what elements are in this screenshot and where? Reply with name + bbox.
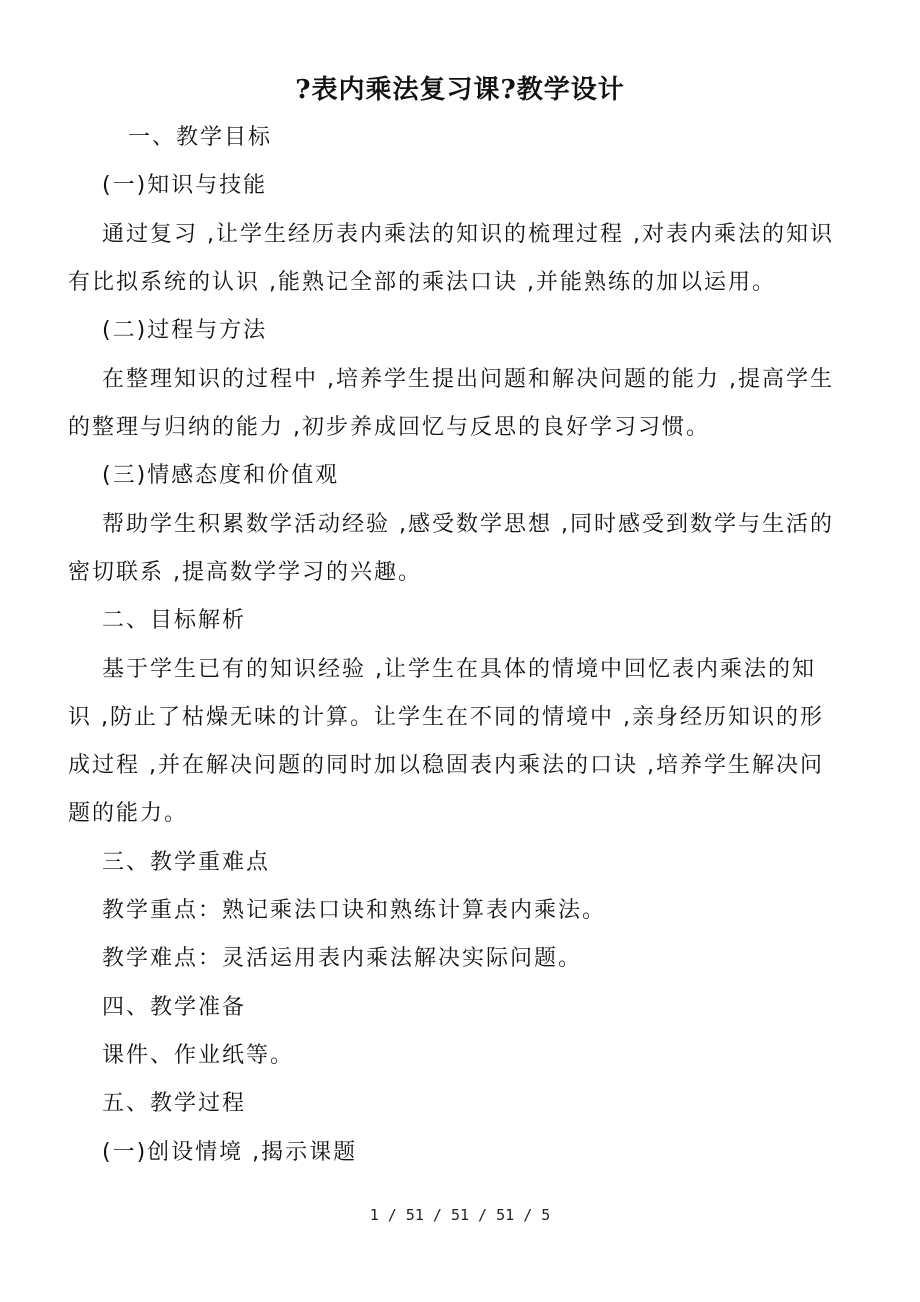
section-heading-5: 五、教学过程 [102, 1091, 247, 1116]
paragraph-line: 识 ,防止了枯燥无味的计算。让学生在不同的情境中 ,亲身经历知识的形 [68, 705, 824, 730]
paragraph-line: 教学难点：灵活运用表内乘法解决实际问题。 [102, 946, 583, 971]
document-title: ?表内乘法复习课?教学设计 [295, 75, 625, 105]
subsection-heading-5-1: (一)创设情境 ,揭示课题 [102, 1140, 358, 1165]
paragraph-line: 基于学生已有的知识经验 ,让学生在具体的情境中回忆表内乘法的知 [102, 657, 816, 682]
paragraph-line: 密切联系 ,提高数学学习的兴趣。 [68, 560, 422, 585]
section-heading-3: 三、教学重难点 [102, 850, 271, 875]
paragraph-line: 的整理与归纳的能力 ,初步养成回忆与反思的良好学习习惯。 [68, 415, 710, 440]
paragraph-line: 通过复习 ,让学生经历表内乘法的知识的梳理过程 ,对表内乘法的知识 [102, 222, 834, 247]
paragraph-line: 成过程 ,并在解决问题的同时加以稳固表内乘法的口诀 ,培养学生解决问 [68, 753, 824, 778]
subsection-heading-1-2: (二)过程与方法 [102, 318, 268, 343]
subsection-heading-1-1: (一)知识与技能 [102, 173, 268, 198]
section-heading-4: 四、教学准备 [102, 995, 247, 1020]
paragraph-line: 课件、作业纸等。 [102, 1043, 295, 1068]
page-number-footer: 1 / 51 / 51 / 51 / 5 [369, 1206, 551, 1224]
paragraph-line: 帮助学生积累数学活动经验 ,感受数学思想 ,同时感受到数学与生活的 [102, 512, 834, 537]
paragraph-line: 题的能力。 [68, 801, 189, 826]
section-heading-1: 一、教学目标 [128, 125, 273, 150]
section-heading-2: 二、目标解析 [102, 608, 247, 633]
paragraph-line: 在整理知识的过程中 ,培养学生提出问题和解决问题的能力 ,提高学生 [102, 367, 834, 392]
paragraph-line: 有比拟系统的认识 ,能熟记全部的乘法口诀 ,并能熟练的加以运用。 [68, 270, 776, 295]
subsection-heading-1-3: (三)情感态度和价值观 [102, 463, 340, 488]
paragraph-line: 教学重点：熟记乘法口诀和熟练计算表内乘法。 [102, 898, 607, 923]
